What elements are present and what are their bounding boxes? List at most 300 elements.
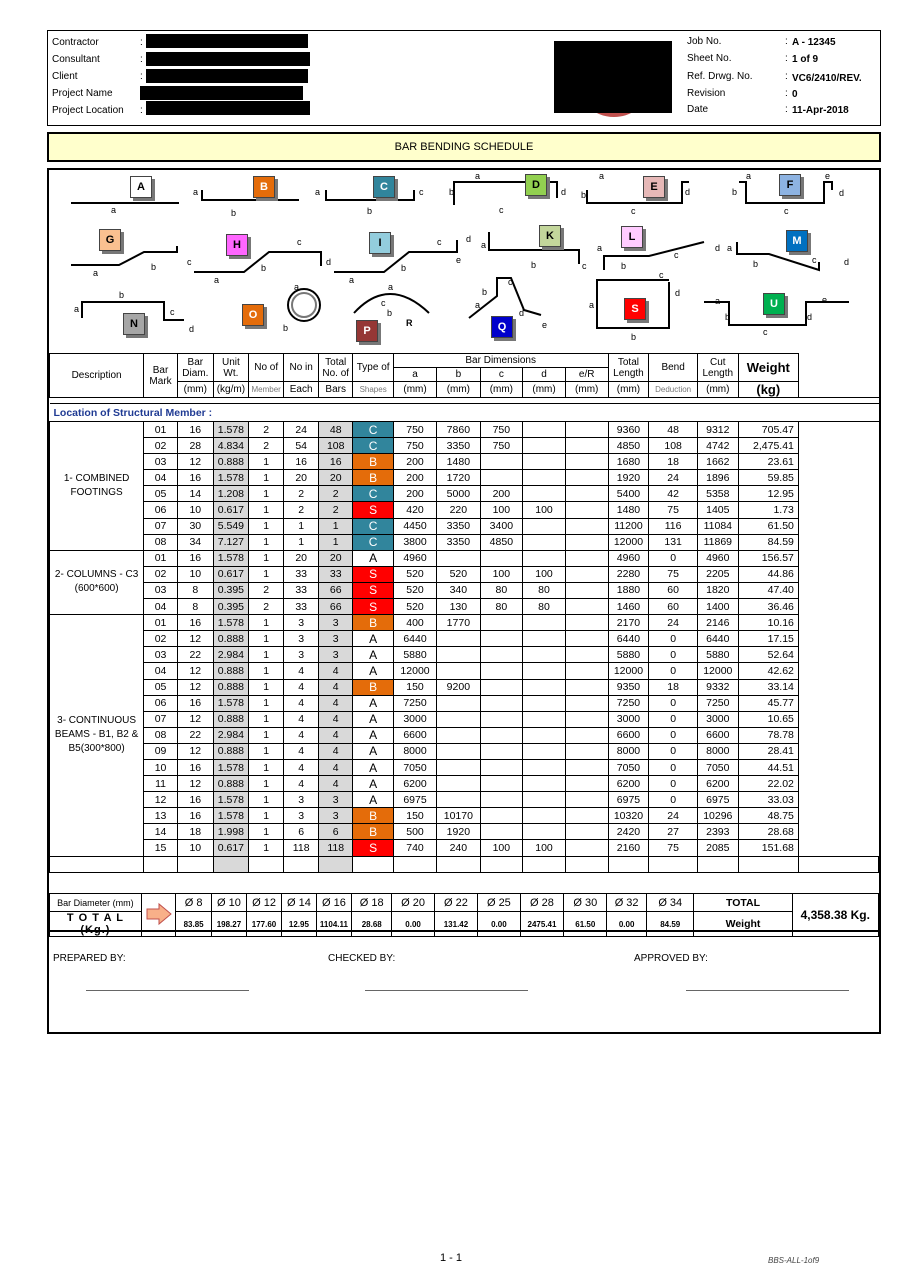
- dim-label: c: [631, 206, 636, 216]
- date-value: 11-Apr-2018: [792, 105, 849, 116]
- bar-mark-cell: 04: [144, 470, 178, 486]
- table-cell: 4742: [697, 438, 738, 454]
- weight-cell: 156.57: [738, 550, 798, 566]
- empty-cell: [565, 856, 608, 872]
- unit-kg: (kg): [738, 382, 798, 398]
- total-kg-label: T O T A L: [50, 912, 142, 937]
- table-cell: 1.578: [213, 470, 248, 486]
- weight-cell: 33.03: [738, 792, 798, 808]
- table-cell: 0: [649, 647, 698, 663]
- table-cell: 2146: [697, 615, 738, 631]
- table-cell: 10296: [697, 808, 738, 824]
- table-cell: 0.888: [213, 743, 248, 759]
- shape-g: G: [99, 229, 121, 251]
- total-value: 198.27: [211, 912, 246, 937]
- redaction-bar: [146, 52, 310, 66]
- table-cell: 4: [284, 679, 319, 695]
- shape-type-cell: C: [353, 518, 393, 534]
- table-cell: [480, 792, 523, 808]
- dim-label: b: [621, 261, 627, 271]
- table-cell: 60: [649, 599, 698, 615]
- table-cell: 3: [284, 615, 319, 631]
- table-cell: 100: [480, 502, 523, 518]
- table-row: [50, 599, 879, 615]
- bar-mark-cell: 13: [144, 808, 178, 824]
- table-cell: 0: [649, 711, 698, 727]
- weight-cell: 10.16: [738, 615, 798, 631]
- bar-mark-cell: 05: [144, 679, 178, 695]
- table-cell: 16: [177, 422, 213, 438]
- table-cell: [480, 454, 523, 470]
- table-cell: [565, 566, 608, 582]
- table-cell: 7.127: [213, 534, 248, 550]
- dim-label: c: [784, 206, 789, 216]
- dim-label: a: [715, 296, 721, 306]
- table-cell: [523, 679, 566, 695]
- table-cell: 10: [177, 566, 213, 582]
- col-bar-diam: Bar Diam.: [177, 354, 213, 382]
- table-cell: 1: [249, 470, 284, 486]
- total-word: TOTAL: [694, 894, 792, 912]
- colon: :: [785, 104, 788, 115]
- table-row: [50, 695, 879, 711]
- project-name-label: Project Name: [52, 88, 113, 99]
- diameter-cell: Ø 16: [316, 894, 351, 912]
- table-cell: [437, 647, 480, 663]
- table-cell: 24: [649, 470, 698, 486]
- table-cell: 6440: [608, 631, 649, 647]
- dim-label: a: [475, 300, 481, 310]
- table-cell: 3: [284, 647, 319, 663]
- bar-mark-cell: 15: [144, 840, 178, 856]
- table-cell: [565, 711, 608, 727]
- table-row: [50, 792, 879, 808]
- table-cell: [523, 727, 566, 743]
- table-cell: [480, 470, 523, 486]
- table-cell: [565, 679, 608, 695]
- weight-cell: 36.46: [738, 599, 798, 615]
- shape-q: Q: [491, 316, 513, 338]
- table-cell: 1.578: [213, 792, 248, 808]
- col-bar-mark: Bar Mark: [144, 354, 178, 398]
- table-cell: 750: [480, 422, 523, 438]
- table-cell: 1880: [608, 582, 649, 598]
- table-cell: 118: [284, 840, 319, 856]
- dim-label: c: [763, 327, 768, 337]
- dim-label: a: [599, 171, 605, 181]
- shape-u: U: [763, 293, 785, 315]
- unit-shapes: Shapes: [353, 382, 393, 398]
- diameter-cell: Ø 22: [434, 894, 477, 912]
- table-cell: 1480: [437, 454, 480, 470]
- table-row: [50, 486, 879, 502]
- table-cell: 16: [177, 792, 213, 808]
- revision-label: Revision: [687, 88, 726, 99]
- table-cell: 3: [318, 631, 352, 647]
- table-cell: 6975: [608, 792, 649, 808]
- table-cell: 24: [284, 422, 319, 438]
- table-cell: 1: [249, 566, 284, 582]
- empty-cell: [697, 856, 738, 872]
- diameter-cell: Ø 10: [211, 894, 246, 912]
- shape-c: C: [373, 176, 395, 198]
- project-header: [47, 30, 881, 126]
- table-cell: 100: [480, 840, 523, 856]
- table-cell: 3: [318, 615, 352, 631]
- table-cell: 1680: [608, 454, 649, 470]
- table-cell: 108: [649, 438, 698, 454]
- shape-f: F: [779, 174, 801, 196]
- table-body: [50, 422, 879, 873]
- shape-type-cell: C: [353, 438, 393, 454]
- dim-label: R: [406, 318, 413, 328]
- table-row: [50, 438, 879, 454]
- dim-label: a: [727, 243, 733, 253]
- bar-mark-cell: 08: [144, 534, 178, 550]
- table-cell: [437, 727, 480, 743]
- col-dim-b: b: [437, 368, 480, 382]
- table-cell: 130: [437, 599, 480, 615]
- bar-shapes-legend: [49, 170, 879, 352]
- table-cell: [480, 808, 523, 824]
- table-cell: 0: [649, 792, 698, 808]
- table-cell: 2: [318, 502, 352, 518]
- shape-type-cell: A: [353, 776, 393, 792]
- table-cell: 12: [177, 776, 213, 792]
- table-cell: 48: [318, 422, 352, 438]
- table-cell: 118: [318, 840, 352, 856]
- table-cell: 20: [318, 470, 352, 486]
- table-cell: 33: [284, 582, 319, 598]
- table-cell: [480, 663, 523, 679]
- table-cell: 1480: [608, 502, 649, 518]
- total-value: 131.42: [434, 912, 477, 937]
- table-cell: 1820: [697, 582, 738, 598]
- table-cell: 2420: [608, 824, 649, 840]
- table-cell: 80: [480, 582, 523, 598]
- table-cell: 18: [649, 679, 698, 695]
- unit-member: Member: [249, 382, 284, 398]
- table-cell: 5880: [393, 647, 436, 663]
- diameter-cell: Ø 8: [176, 894, 212, 912]
- redaction-bar: [146, 69, 308, 83]
- table-cell: 1400: [697, 599, 738, 615]
- table-cell: 3: [284, 808, 319, 824]
- weight-cell: 17.15: [738, 631, 798, 647]
- table-cell: 150: [393, 808, 436, 824]
- col-weight: Weight: [738, 354, 798, 382]
- bar-mark-cell: 01: [144, 422, 178, 438]
- table-cell: 1: [249, 808, 284, 824]
- table-cell: 6975: [697, 792, 738, 808]
- table-cell: 66: [318, 582, 352, 598]
- table-cell: 1: [249, 711, 284, 727]
- colon: :: [140, 54, 143, 65]
- table-cell: 12: [177, 454, 213, 470]
- empty-cell: [437, 856, 480, 872]
- empty-cell: [284, 856, 319, 872]
- dim-label: d: [519, 308, 525, 318]
- table-row: [50, 743, 879, 759]
- date-label: Date: [687, 104, 709, 115]
- table-cell: 7250: [697, 695, 738, 711]
- shape-type-cell: B: [353, 454, 393, 470]
- shape-type-cell: S: [353, 599, 393, 615]
- table-cell: 420: [393, 502, 436, 518]
- table-cell: 4: [318, 679, 352, 695]
- client-label: Client: [52, 71, 78, 82]
- table-cell: 2.984: [213, 727, 248, 743]
- weight-cell: 1.73: [738, 502, 798, 518]
- dim-label: b: [732, 187, 738, 197]
- table-cell: 8: [177, 599, 213, 615]
- table-cell: 33: [284, 599, 319, 615]
- dim-label: d: [807, 312, 813, 322]
- table-cell: 400: [393, 615, 436, 631]
- company-logo: [554, 37, 672, 121]
- table-row: [50, 631, 879, 647]
- diameter-cell: Ø 34: [647, 894, 694, 912]
- table-cell: 4: [284, 695, 319, 711]
- dim-label: b: [367, 206, 373, 216]
- empty-cell: [144, 856, 178, 872]
- table-cell: [437, 695, 480, 711]
- table-cell: 1: [249, 486, 284, 502]
- table-cell: 1: [249, 759, 284, 775]
- table-cell: 14: [177, 486, 213, 502]
- weight-cell: 45.77: [738, 695, 798, 711]
- job-no-label: Job No.: [687, 36, 722, 47]
- dim-label: b: [482, 287, 488, 297]
- table-cell: [565, 615, 608, 631]
- table-cell: 11084: [697, 518, 738, 534]
- col-cut-length: Cut Length: [697, 354, 738, 382]
- table-cell: 1: [249, 647, 284, 663]
- prepared-by-label: PREPARED BY:: [53, 953, 126, 964]
- shape-type-cell: B: [353, 808, 393, 824]
- table-cell: 100: [480, 566, 523, 582]
- shape-type-cell: A: [353, 647, 393, 663]
- weight-cell: 61.50: [738, 518, 798, 534]
- table-row: [50, 470, 879, 486]
- table-cell: 9360: [608, 422, 649, 438]
- dim-label: a: [388, 282, 394, 292]
- table-cell: 16: [177, 550, 213, 566]
- shape-p: P: [356, 320, 378, 342]
- dim-label: e: [456, 255, 462, 265]
- table-cell: 0.395: [213, 599, 248, 615]
- colon: :: [785, 36, 788, 47]
- colon: :: [785, 53, 788, 64]
- table-header: [50, 354, 879, 422]
- shape-n: N: [123, 313, 145, 335]
- table-cell: 1: [318, 518, 352, 534]
- table-cell: 1: [249, 695, 284, 711]
- shape-type-cell: S: [353, 582, 393, 598]
- table-cell: 6440: [393, 631, 436, 647]
- table-cell: 11869: [697, 534, 738, 550]
- empty-cell: [738, 856, 798, 872]
- weight-cell: 23.61: [738, 454, 798, 470]
- dim-label: a: [294, 282, 300, 292]
- table-cell: 6600: [608, 727, 649, 743]
- table-cell: 6200: [393, 776, 436, 792]
- table-cell: 7250: [393, 695, 436, 711]
- table-cell: 3400: [480, 518, 523, 534]
- unit-mm: (mm): [177, 382, 213, 398]
- bar-mark-cell: 08: [144, 727, 178, 743]
- table-cell: 1: [284, 534, 319, 550]
- table-cell: 0.888: [213, 454, 248, 470]
- table-cell: [523, 759, 566, 775]
- unit-bars: Bars: [318, 382, 352, 398]
- table-cell: 16: [177, 695, 213, 711]
- table-cell: 340: [437, 582, 480, 598]
- sheet-no-label: Sheet No.: [687, 53, 732, 64]
- table-row: [50, 422, 879, 438]
- table-cell: [523, 534, 566, 550]
- table-cell: 4: [318, 776, 352, 792]
- dim-label: a: [193, 187, 199, 197]
- table-cell: 5880: [608, 647, 649, 663]
- table-cell: 4: [318, 727, 352, 743]
- weight-cell: 52.64: [738, 647, 798, 663]
- dim-label: c: [170, 307, 175, 317]
- table-cell: 2: [249, 422, 284, 438]
- diameter-cell: Ø 14: [282, 894, 317, 912]
- dim-label: b: [231, 208, 237, 218]
- dim-label: a: [315, 187, 321, 197]
- table-cell: 4: [284, 743, 319, 759]
- dim-label: c: [659, 270, 664, 280]
- table-cell: 750: [393, 438, 436, 454]
- table-row: [50, 615, 879, 631]
- table-cell: 9350: [608, 679, 649, 695]
- table-cell: 10: [177, 840, 213, 856]
- empty-cell: [649, 856, 698, 872]
- shape-a: A: [130, 176, 152, 198]
- shape-type-cell: A: [353, 743, 393, 759]
- table-cell: 4: [284, 776, 319, 792]
- table-cell: 80: [480, 599, 523, 615]
- table-cell: 1.208: [213, 486, 248, 502]
- table-cell: 4: [284, 759, 319, 775]
- bar-mark-cell: 14: [144, 824, 178, 840]
- total-value: 28.68: [352, 912, 392, 937]
- dim-label: c: [381, 298, 386, 308]
- bar-mark-cell: 03: [144, 454, 178, 470]
- table-cell: 20: [284, 550, 319, 566]
- table-cell: 0: [649, 776, 698, 792]
- table-cell: 8000: [697, 743, 738, 759]
- table-cell: 4960: [697, 550, 738, 566]
- table-cell: 1: [249, 727, 284, 743]
- table-cell: [565, 776, 608, 792]
- col-no-of: No of: [249, 354, 284, 382]
- table-cell: 200: [393, 454, 436, 470]
- table-cell: 6600: [697, 727, 738, 743]
- bar-mark-cell: 02: [144, 631, 178, 647]
- weight-cell: 28.41: [738, 743, 798, 759]
- table-cell: [523, 631, 566, 647]
- table-cell: 0: [649, 743, 698, 759]
- table-cell: 1: [249, 518, 284, 534]
- table-cell: [480, 759, 523, 775]
- table-cell: 4: [284, 663, 319, 679]
- table-cell: 80: [523, 582, 566, 598]
- shape-type-cell: A: [353, 759, 393, 775]
- table-cell: 750: [480, 438, 523, 454]
- table-cell: 0.888: [213, 679, 248, 695]
- shape-type-cell: S: [353, 502, 393, 518]
- table-cell: 740: [393, 840, 436, 856]
- table-cell: 1.998: [213, 824, 248, 840]
- table-cell: 1: [249, 792, 284, 808]
- unit-mm: (mm): [393, 382, 436, 398]
- table-cell: [480, 711, 523, 727]
- table-cell: 131: [649, 534, 698, 550]
- table-cell: [565, 422, 608, 438]
- table-cell: 500: [393, 824, 436, 840]
- table-cell: 2: [249, 599, 284, 615]
- col-bar-dimensions: Bar Dimensions: [393, 354, 608, 368]
- table-cell: 520: [437, 566, 480, 582]
- bar-mark-cell: 02: [144, 438, 178, 454]
- dim-label: a: [74, 304, 80, 314]
- table-cell: 1662: [697, 454, 738, 470]
- bar-mark-cell: 06: [144, 695, 178, 711]
- table-cell: 4850: [608, 438, 649, 454]
- table-cell: 11200: [608, 518, 649, 534]
- dim-label: b: [261, 263, 267, 273]
- table-cell: 0.617: [213, 566, 248, 582]
- table-cell: [565, 663, 608, 679]
- table-cell: [523, 647, 566, 663]
- table-cell: 42: [649, 486, 698, 502]
- member-description: 1- COMBINED FOOTINGS: [50, 422, 144, 551]
- table-cell: [565, 582, 608, 598]
- table-cell: 2205: [697, 566, 738, 582]
- weight-cell: 12.95: [738, 486, 798, 502]
- approved-by-label: APPROVED BY:: [634, 953, 708, 964]
- table-row: [50, 647, 879, 663]
- table-cell: 2: [249, 582, 284, 598]
- shape-type-cell: C: [353, 534, 393, 550]
- table-cell: 100: [523, 502, 566, 518]
- table-cell: [565, 550, 608, 566]
- contractor-label: Contractor: [52, 37, 99, 48]
- dim-label: d: [715, 243, 721, 253]
- table-cell: [480, 727, 523, 743]
- approved-signature-line: [686, 990, 849, 991]
- table-cell: 4: [318, 743, 352, 759]
- dim-label: b: [753, 259, 759, 269]
- table-row: [50, 663, 879, 679]
- bar-bending-schedule-table: [49, 353, 879, 873]
- table-cell: 10170: [437, 808, 480, 824]
- grand-total: 4,358.38 Kg.: [792, 894, 878, 937]
- table-cell: [523, 550, 566, 566]
- bar-mark-cell: 11: [144, 776, 178, 792]
- table-cell: 9312: [697, 422, 738, 438]
- col-total-length: Total Length: [608, 354, 649, 382]
- table-cell: [523, 454, 566, 470]
- table-cell: 4: [284, 727, 319, 743]
- table-cell: 16: [177, 759, 213, 775]
- shape-type-cell: A: [353, 727, 393, 743]
- table-cell: 3000: [608, 711, 649, 727]
- table-cell: [523, 422, 566, 438]
